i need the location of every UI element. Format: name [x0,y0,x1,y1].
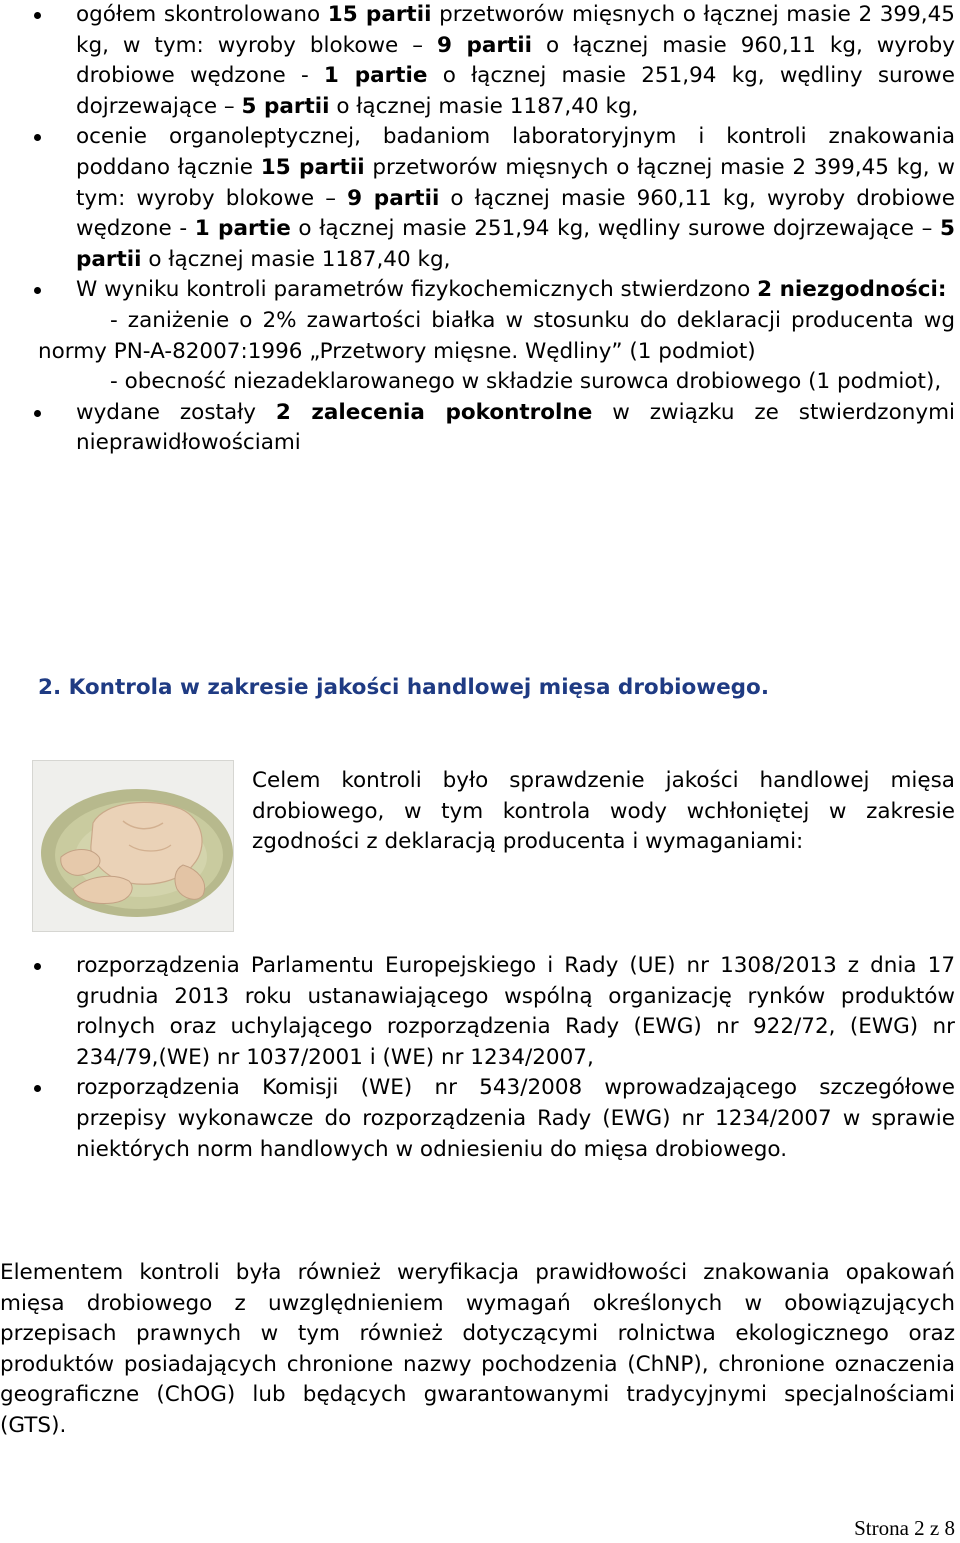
regulation-item [0,951,955,1073]
regulation-item [0,1073,955,1165]
nonconformity-item: - zaniżenie o 2% zawartości białka w stosunku do deklaracji producenta wg normy PN-A-82007:1996 „Przetwory mięsne. Wędliny” (1 podmiot) [38,307,955,364]
text-run: o łącznej masie 1187,40 kg, [141,246,451,272]
bullet-dot [34,12,41,19]
page-number: Strona 2 z 8 [854,1516,955,1540]
intro-paragraph: Celem kontroli było sprawdzenie jakości handlowej mięsa drobiowego, w tym kontrola wody wchłoniętej w zakresie zgodności z deklaracją producenta i wymaganiami: [252,768,955,855]
text-run: przetworów mięsnych o łącznej masie 2 399,45 kg, w tym: wyroby blokowe – [76,154,955,211]
bold-text: 9 partii [347,185,440,211]
section-heading: 2. Kontrola w zakresie jakości handlowej mięsa drobiowego. [38,675,769,700]
chicken-photo [32,760,234,932]
text-run: w związku ze stwierdzonymi nieprawidłowościami [76,399,956,456]
bullet-dot [34,410,41,417]
text-run: o łącznej masie 960,11 kg, wyroby drobiowe wędzone - [76,185,955,242]
text-run: W wyniku kontroli parametrów fizykochemicznych stwierdzono [76,277,758,303]
bullet-text [76,122,955,275]
bullet-dot [34,287,41,294]
bullet-text [76,275,955,306]
text-run: o łącznej masie 251,94 kg, wędliny surowe dojrzewające – [76,63,955,119]
bullet-text [76,0,955,122]
bullet-item [0,122,955,275]
bold-text: 5 partii [76,216,955,272]
bold-text: 9 partii [436,32,533,58]
text-run: o łącznej masie 251,94 kg, wędliny surowe dojrzewające – [290,216,941,242]
results-list [0,0,955,459]
text-run: wydane zostały [76,399,276,425]
bold-text: 2 niezgodności: [757,277,947,303]
bold-text: 5 partii [241,93,330,119]
text-run: przetworów mięsnych o łącznej masie 2 399,45 kg, w tym: wyroby blokowe – [76,2,955,58]
regulation-text: rozporządzenia Komisji (WE) nr 543/2008 wprowadzającego szczegółowe przepisy wykonawcze do rozporządzenia Rady (EWG) nr 1234/2007 w sprawie niektórych norm handlowych w odniesieniu do mięsa drobiowego. [76,1075,955,1162]
regulation-text: rozporządzenia Parlamentu Europejskiego i Rady (UE) nr 1308/2013 z dnia 17 grudnia 2013 roku ustanawiającego wspólną organizację rynków produktów rolnych oraz uchylającego rozporządzenia Rady (EWG) nr 922/72, (EWG) nr 234/79,(WE) nr 1037/2001 i (WE) nr 1234/2007, [76,953,955,1070]
raw-chicken-on-plate-image [33,761,233,931]
regulations-list [0,951,955,1165]
bullet-dot [34,963,41,970]
bullet-item [0,0,955,122]
bold-text: 2 zalecenia pokontrolne [275,399,593,425]
bullet-dot [34,134,41,141]
bullet-item [0,275,955,306]
text-run: ogółem skontrolowano [76,2,328,27]
final-paragraph: Elementem kontroli była również weryfikacja prawidłowości znakowania opakowań mięsa drobiowego z uwzględnieniem wymagań określonych w obowiązujących przepisach prawnych w tym również dotyczącymi rolnictwa ekologicznego oraz produktów posiadających chronione nazwy pochodzenia (ChNP), chronione oznaczenia geograficzne (ChOG) lub będących gwarantowanymi tradycyjnymi specjalnościami (GTS). [0,1260,955,1438]
nonconformity-list [0,306,955,398]
bullet-dot [34,1085,41,1092]
bold-text: 15 partii [327,2,432,27]
bullet-item [0,398,955,459]
text-run: o łącznej masie 1187,40 kg, [329,93,639,119]
nonconformity-item: - obecność niezadeklarowanego w składzie surowca drobiowego (1 podmiot), [110,369,942,395]
bold-text: 1 partie [323,63,428,89]
text-run: o łącznej masie 960,11 kg, wyroby drobiowe wędzone - [76,32,955,89]
bold-text: 1 partie [194,216,291,242]
text-run: ocenie organoleptycznej, badaniom laboratoryjnym i kontroli znakowania poddano łącznie [76,124,955,180]
bold-text: 15 partii [260,154,365,180]
bullet-text [76,398,955,459]
